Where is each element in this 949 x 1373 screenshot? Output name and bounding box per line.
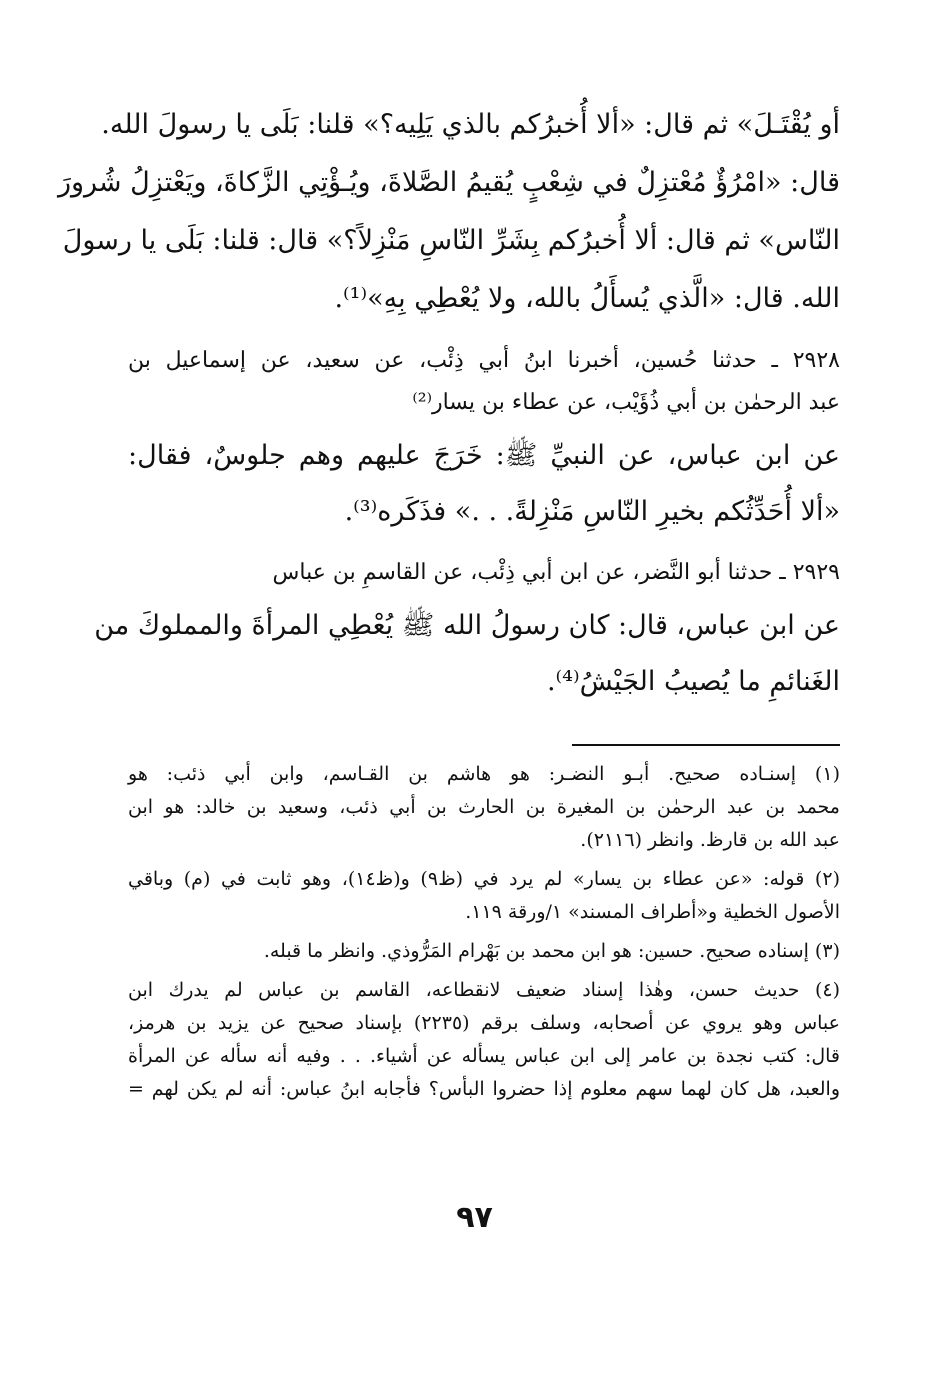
matn-line: الغَنائمِ ما يُصيبُ الجَيْشُ⁽⁴⁾. — [546, 666, 840, 697]
isnad-line: ٢٩٢٩ ـ حدثنا أبو النَّضر، عن ابن أبي ذِئْب، عن القاسمِ بن عباس — [272, 560, 840, 585]
text-line: قال: «امْرُؤٌ مُعْتزِلٌ في شِعْبٍ يُقيمُ الصَّلاةَ، ويُـؤْتِي الزَّكاةَ، ويَعْتزِلُ شُرورَ — [57, 167, 840, 198]
hadith-2928-isnad — [128, 340, 840, 424]
footnote-1 — [128, 758, 840, 857]
footnote-4 — [128, 974, 840, 1106]
footnote-line: الأصول الخطية و«أطراف المسند» ١/ورقة ١١٩. — [465, 901, 840, 923]
footnote-line: والعبد، هل كان لهما سهم معلوم إذا حضروا البأس؟ فأجابه ابنُ عباس: أنه لم يكن لهم = — [128, 1078, 840, 1100]
main-paragraph — [57, 96, 840, 328]
footnote-line: عباس وهو يروي عن أصحابه، وسلف برقم (٢٢٣٥) بإسناد صحيح عن يزيد بن هرمز، — [128, 1012, 840, 1034]
footnote-line: محمد بن عبد الرحمٰن بن المغيرة بن الحارث بن أبي ذئب، وسعيد بن خالد: هو ابن — [128, 796, 840, 818]
isnad-line: ٢٩٢٨ ـ حدثنا حُسين، أخبرنا ابنُ أبي ذِئْب، عن سعيد، عن إسماعيل بن — [128, 348, 840, 373]
hadith-2929-matn — [94, 598, 840, 710]
footnote-line: (٤) حديث حسن، وهٰذا إسناد ضعيف لانقطاعه، القاسم بن عباس لم يدرك ابن — [128, 979, 840, 1001]
text-line: أو يُقْتَـلَ» ثم قال: «ألا أُخبرُكم بالذي يَلِيه؟» قلنا: بَلَى يا رسولَ الله. — [101, 109, 840, 140]
page-body — [57, 96, 841, 1112]
isnad-line: عبد الرحمٰن بن أبي ذُؤَيْب، عن عطاء بن يسار⁽²⁾ — [412, 390, 840, 415]
matn-line: عن ابن عباس، قال: كان رسولُ الله ﷺ يُعْطِي المرأةَ والمملوكَ من — [94, 610, 840, 641]
hadith-2929-isnad — [128, 552, 840, 594]
text-line: الله. قال: «الَّذي يُسأَلُ بالله، ولا يُعْطِي بِهِ»⁽¹⁾. — [334, 283, 840, 314]
footnote-line: عبد الله بن قارظ. وانظر (٢١١٦). — [580, 829, 840, 851]
text-line: النّاس» ثم قال: ألا أُخبرُكم بِشَرِّ النّاسِ مَنْزِلاً؟» قال: قلنا: بَلَى يا رسولَ — [62, 225, 840, 256]
footnote-2 — [128, 863, 840, 929]
hadith-2928-matn — [128, 428, 840, 540]
footnotes — [128, 758, 840, 1106]
footnote-line: قال: كتب نجدة بن عامر إلى ابن عباس يسأله عن أشياء. . . وفيه أنه سأله عن المرأة — [128, 1045, 841, 1067]
footnote-line: (٢) قوله: «عن عطاء بن يسار» لم يرد في (ظ٩) و(ظ١٤)، وهو ثابت في (م) وباقي — [128, 868, 840, 890]
footnote-line: (٣) إسناده صحيح. حسين: هو ابن محمد بن بَهْرام المَرُّوذي. وانظر ما قبله. — [263, 940, 840, 962]
page-number: ٩٧ — [456, 1200, 493, 1235]
matn-line: عن ابن عباس، عن النبيِّ ﷺ: خَرَجَ عليهم وهم جلوسٌ، فقال: — [128, 440, 840, 471]
matn-line: «ألا أُحَدِّثُكم بخيرِ النّاسِ مَنْزِلةً. . .» فذَكَره⁽³⁾. — [344, 496, 840, 527]
footnote-divider — [572, 744, 840, 746]
footnote-3 — [128, 935, 840, 968]
footnote-line: (١) إسنـاده صحيح. أبـو النضـر: هو هاشم بن القـاسم، وابن أبي ذئب: هو — [128, 763, 840, 785]
